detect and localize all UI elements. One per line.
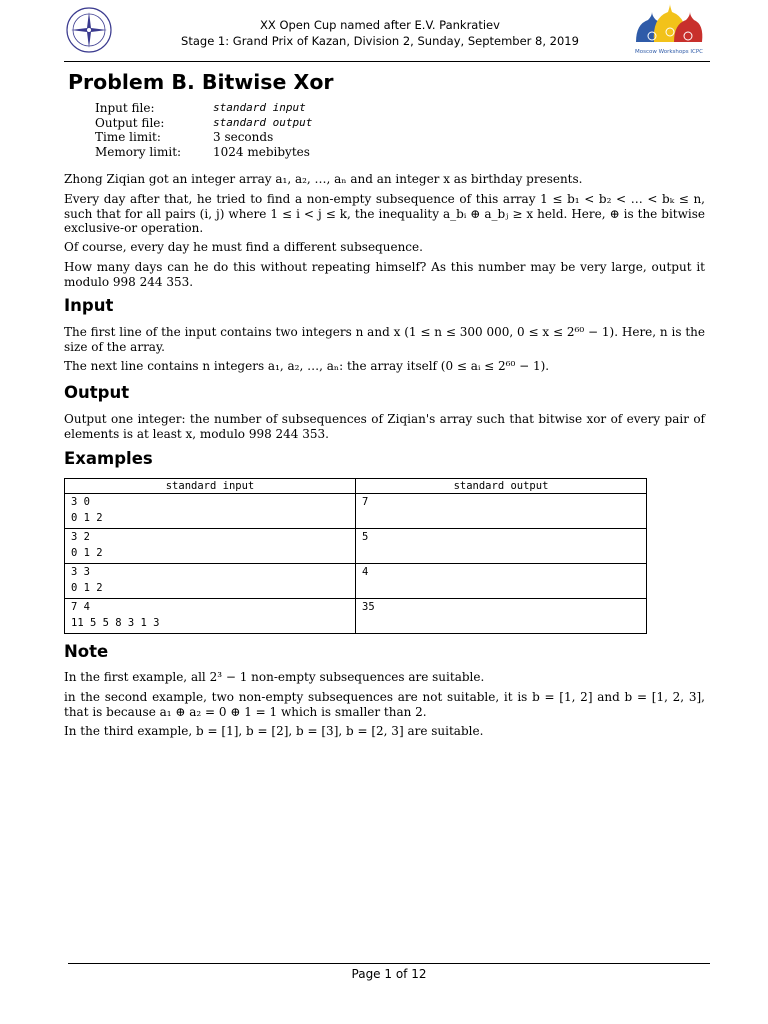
column-header-input: standard input xyxy=(65,479,356,494)
meta-key: Input file: xyxy=(95,101,155,115)
examples-heading: Examples xyxy=(64,449,153,468)
input-paragraph-2: The next line contains n integers a₁, a₂, …, aₙ: the array itself (0 ≤ aᵢ ≤ 2⁶⁰ − 1). xyxy=(64,359,550,373)
example-input-cell xyxy=(65,529,356,564)
example-input-line: 7 4 xyxy=(71,601,90,613)
output-paragraph-1: Output one integer: the number of subsequences of Ziqian's array such that bitwise xor of every pair of elements is at least x, modulo 998 244 353. xyxy=(64,412,705,441)
example-output-cell: 35 xyxy=(356,599,647,634)
example-input-cell xyxy=(65,599,356,634)
example-input-line: 3 2 xyxy=(71,531,90,543)
examples-table xyxy=(64,478,647,634)
note-heading: Note xyxy=(64,642,109,661)
meta-row-memory-limit xyxy=(95,145,312,160)
statement-paragraph-2: Every day after that, he tried to find a non-empty subsequence of this array 1 ≤ b₁ < b₂ < … < bₖ ≤ n, such that for all pairs (i, j) where 1 ≤ i < j ≤ k, the inequality a_bᵢ ⊕ a_bⱼ ≥ x held. Here, ⊕ is the bitwise exclusive-or operation. xyxy=(64,192,705,235)
meta-key: Memory limit: xyxy=(95,144,182,159)
meta-value: 3 seconds xyxy=(213,130,274,144)
table-row xyxy=(65,494,647,529)
input-heading: Input xyxy=(64,296,114,315)
table-row xyxy=(65,599,647,634)
contest-stage: Stage 1: Grand Prix of Kazan, Division 2, Sunday, September 8, 2019 xyxy=(181,34,579,48)
statement-paragraph-3: Of course, every day he must find a different subsequence. xyxy=(64,240,423,254)
page-number: Page 1 of 12 xyxy=(351,967,427,981)
note-paragraph-1: In the first example, all 2³ − 1 non-empty subsequences are suitable. xyxy=(64,670,485,684)
moscow-workshops-logo-text: Moscow Workshops ICPC xyxy=(635,49,703,55)
problem-meta xyxy=(95,101,312,159)
meta-row-input-file xyxy=(95,101,312,116)
note-paragraph-2: in the second example, two non-empty subsequences are not suitable, it is b = [1, 2] and b = [1, 2, 3], that is because a₁ ⊕ a₂ = 0 ⊕ 1 = 1 which is smaller than 2. xyxy=(64,690,705,719)
example-input-cell xyxy=(65,494,356,529)
example-output-cell: 7 xyxy=(356,494,647,529)
example-input-line: 3 3 xyxy=(71,566,90,578)
example-input-line: 0 1 2 xyxy=(71,582,103,594)
university-seal-logo xyxy=(66,2,112,58)
examples-header-row xyxy=(65,479,647,494)
example-output-cell: 4 xyxy=(356,564,647,599)
note-paragraph-3: In the third example, b = [1], b = [2], b = [3], b = [2, 3] are suitable. xyxy=(64,724,484,738)
table-row xyxy=(65,564,647,599)
contest-name: XX Open Cup named after E.V. Pankratiev xyxy=(260,18,500,32)
meta-row-time-limit xyxy=(95,130,312,145)
table-row xyxy=(65,529,647,564)
output-heading: Output xyxy=(64,383,130,402)
statement-paragraph-4: How many days can he do this without repeating himself? As this number may be very large, output it modulo 998 244 353. xyxy=(64,260,705,289)
contest-header xyxy=(120,17,640,49)
statement-paragraph-1: Zhong Ziqian got an integer array a₁, a₂, …, aₙ and an integer x as birthday presents. xyxy=(64,172,583,186)
example-input-line: 3 0 xyxy=(71,496,90,508)
problem-title: Problem B. Bitwise Xor xyxy=(68,70,334,94)
example-input-line: 0 1 2 xyxy=(71,512,103,524)
meta-value: standard input xyxy=(213,101,306,114)
column-header-output: standard output xyxy=(356,479,647,494)
input-paragraph-1: The first line of the input contains two integers n and x (1 ≤ n ≤ 300 000, 0 ≤ x ≤ 2⁶⁰ − 1). Here, n is the size of the array. xyxy=(64,325,705,354)
footer-divider xyxy=(68,963,710,964)
meta-value: standard output xyxy=(213,115,313,129)
meta-row-output-file xyxy=(95,116,312,131)
example-input-line: 0 1 2 xyxy=(71,547,103,559)
meta-key: Time limit: xyxy=(95,130,161,144)
moscow-workshops-logo xyxy=(630,2,708,60)
meta-key: Output file: xyxy=(95,115,165,130)
header-divider xyxy=(64,61,710,62)
example-output-cell: 5 xyxy=(356,529,647,564)
meta-value: 1024 mebibytes xyxy=(213,144,310,159)
example-input-line: 11 5 5 8 3 1 3 xyxy=(71,617,160,629)
example-input-cell xyxy=(65,564,356,599)
